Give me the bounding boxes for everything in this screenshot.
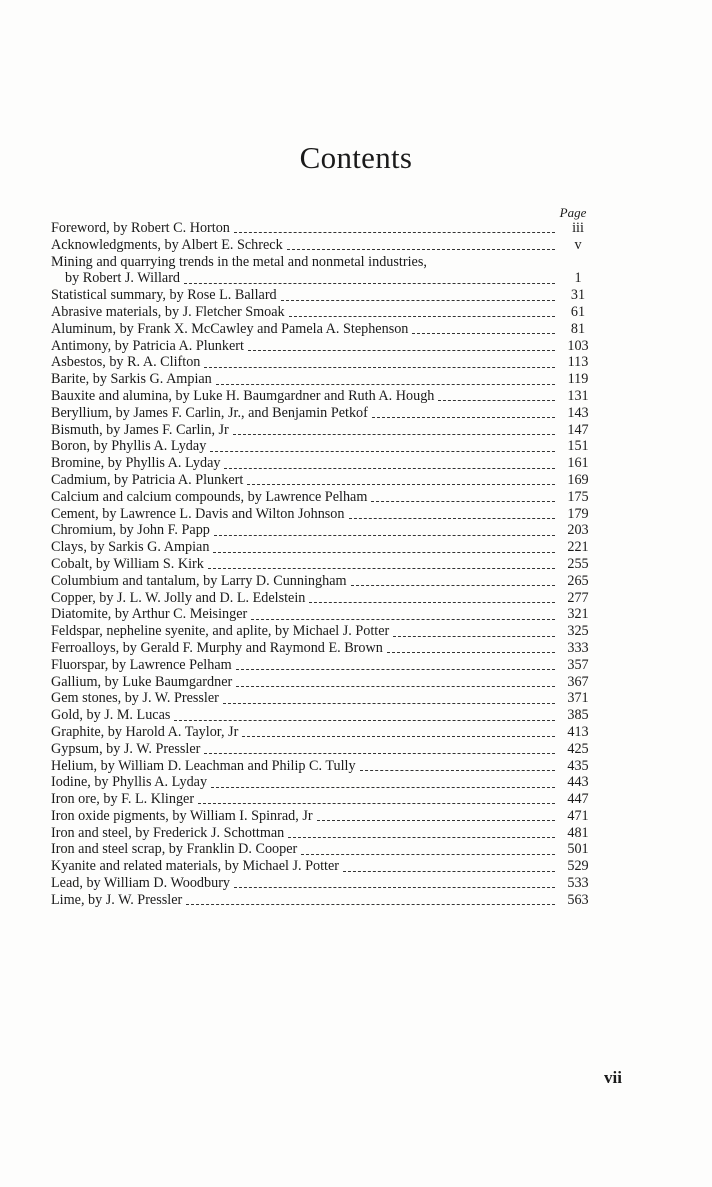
toc-entry[interactable] bbox=[51, 741, 593, 758]
toc-entry-page-number: iii bbox=[572, 220, 584, 236]
toc-entry-title: Iron oxide pigments, by William I. Spinrad, Jr bbox=[51, 807, 313, 824]
toc-entry-page-number: 371 bbox=[567, 690, 589, 707]
toc-entry[interactable] bbox=[51, 522, 593, 539]
toc-entry-title: Cement, by Lawrence L. Davis and Wilton Johnson bbox=[51, 505, 345, 522]
toc-entry[interactable] bbox=[51, 287, 593, 304]
toc-entry[interactable] bbox=[51, 774, 593, 791]
toc-entry-page-number: 277 bbox=[567, 589, 589, 606]
toc-entry[interactable] bbox=[51, 354, 593, 371]
toc-entry-page-number: 119 bbox=[567, 371, 589, 388]
dot-leader bbox=[174, 711, 555, 721]
toc-entry-page-number: 179 bbox=[567, 505, 589, 522]
page-column-header: Page bbox=[559, 205, 587, 220]
toc-entry[interactable] bbox=[51, 472, 593, 489]
toc-entry-title: Iron ore, by F. L. Klinger bbox=[51, 791, 195, 808]
dot-leader bbox=[186, 895, 555, 905]
toc-entry-title: Beryllium, by James F. Carlin, Jr., and Benjamin Petkof bbox=[51, 404, 368, 421]
toc-entry[interactable] bbox=[51, 338, 593, 355]
dot-leader bbox=[281, 291, 555, 301]
toc-entry-title: Chromium, by John F. Papp bbox=[51, 522, 210, 539]
toc-entry[interactable] bbox=[51, 640, 593, 657]
toc-entry-title: Diatomite, by Arthur C. Meisinger bbox=[51, 606, 248, 623]
toc-entry-page-number: 481 bbox=[567, 824, 589, 841]
toc-entry-title: Antimony, by Patricia A. Plunkert bbox=[51, 337, 244, 354]
toc-entry[interactable] bbox=[51, 674, 593, 691]
toc-entry-page-number: 563 bbox=[567, 891, 589, 908]
toc-entry[interactable] bbox=[51, 808, 593, 825]
toc-entry-title: Bromine, by Phyllis A. Lyday bbox=[51, 455, 221, 472]
dot-leader bbox=[204, 744, 555, 754]
toc-entry[interactable] bbox=[51, 438, 593, 455]
toc-entry[interactable] bbox=[51, 657, 593, 674]
toc-entry-page-number: 1 bbox=[574, 270, 582, 287]
toc-entry[interactable] bbox=[51, 892, 593, 909]
toc-entry-page-number: 203 bbox=[567, 522, 589, 539]
dot-leader bbox=[233, 425, 555, 435]
toc-entry-page-number: 265 bbox=[567, 572, 589, 589]
toc-entry-title: Copper, by J. L. W. Jolly and D. L. Edelstein bbox=[51, 589, 306, 606]
toc-entry-title: Abrasive materials, by J. Fletcher Smoak bbox=[51, 303, 285, 320]
toc-entry-page-number: 81 bbox=[570, 320, 586, 337]
toc-entry-page-number: v bbox=[574, 236, 582, 253]
toc-entry-title: by Robert J. Willard bbox=[65, 270, 181, 287]
toc-entry[interactable] bbox=[51, 724, 593, 741]
dot-leader bbox=[317, 811, 555, 821]
dot-leader bbox=[223, 694, 555, 704]
toc-entry-title: Fluorspar, by Lawrence Pelham bbox=[51, 656, 232, 673]
dot-leader bbox=[301, 845, 555, 855]
toc-entry[interactable] bbox=[51, 539, 593, 556]
toc-entry-page-number: 471 bbox=[567, 807, 589, 824]
toc-entry-title: Gypsum, by J. W. Pressler bbox=[51, 740, 201, 757]
toc-entry-title: Gold, by J. M. Lucas bbox=[51, 707, 171, 724]
toc-entry-page-number: 321 bbox=[567, 606, 589, 623]
dot-leader bbox=[184, 274, 555, 284]
toc-entry[interactable] bbox=[51, 506, 593, 523]
toc-entry[interactable] bbox=[51, 489, 593, 506]
dot-leader bbox=[349, 509, 556, 519]
toc-entry[interactable] bbox=[51, 371, 593, 388]
toc-entry-title: Cobalt, by William S. Kirk bbox=[51, 555, 204, 572]
dot-leader bbox=[412, 324, 555, 334]
toc-entry-title: Bauxite and alumina, by Luke H. Baumgardner and Ruth A. Hough bbox=[51, 387, 435, 404]
dot-leader bbox=[211, 778, 555, 788]
toc-entry-title: Clays, by Sarkis G. Ampian bbox=[51, 539, 210, 556]
toc-entry-page-number: 413 bbox=[567, 723, 589, 740]
dot-leader bbox=[248, 341, 555, 351]
dot-leader bbox=[234, 223, 555, 233]
dot-leader bbox=[371, 492, 555, 502]
toc-entry-page-number: 333 bbox=[567, 639, 589, 656]
toc-entry-title: Feldspar, nepheline syenite, and aplite, by Michael J. Potter bbox=[51, 623, 390, 640]
toc-entry-page-number: 151 bbox=[567, 438, 589, 455]
dot-leader bbox=[236, 660, 555, 670]
toc-entry-title: Ferroalloys, by Gerald F. Murphy and Raymond E. Brown bbox=[51, 639, 383, 656]
dot-leader bbox=[288, 828, 555, 838]
dot-leader bbox=[438, 391, 555, 401]
dot-leader bbox=[234, 878, 555, 888]
toc-entry-title: Columbium and tantalum, by Larry D. Cunningham bbox=[51, 572, 347, 589]
dot-leader bbox=[204, 358, 555, 368]
toc-entry-page-number: 425 bbox=[567, 740, 589, 757]
dot-leader bbox=[198, 794, 555, 804]
dot-leader bbox=[289, 307, 555, 317]
toc-entry-title: Iodine, by Phyllis A. Lyday bbox=[51, 774, 208, 791]
dot-leader bbox=[343, 862, 555, 872]
toc-entry-page-number: 61 bbox=[570, 303, 586, 320]
toc-entry[interactable] bbox=[51, 875, 593, 892]
dot-leader bbox=[372, 408, 555, 418]
toc-entry-title: Gem stones, by J. W. Pressler bbox=[51, 690, 219, 707]
toc-entry-title: Barite, by Sarkis G. Ampian bbox=[51, 371, 212, 388]
toc-entry-title: Lead, by William D. Woodbury bbox=[51, 875, 231, 892]
toc-entry[interactable] bbox=[51, 825, 593, 842]
toc-entry-page-number: 501 bbox=[567, 841, 589, 858]
dot-leader bbox=[242, 727, 555, 737]
toc-entry-title: Bismuth, by James F. Carlin, Jr bbox=[51, 421, 229, 438]
toc-entry[interactable] bbox=[51, 841, 593, 858]
toc-entry-page-number: 385 bbox=[567, 707, 589, 724]
toc-entry[interactable] bbox=[51, 707, 593, 724]
dot-leader bbox=[287, 240, 555, 250]
toc-entry[interactable] bbox=[51, 590, 593, 607]
toc-entry-page-number: 325 bbox=[567, 623, 589, 640]
toc-entry[interactable] bbox=[51, 606, 593, 623]
toc-entry-title: Kyanite and related materials, by Michael J. Potter bbox=[51, 858, 339, 875]
page-title: Contents bbox=[299, 140, 413, 175]
toc-entry[interactable] bbox=[51, 556, 593, 573]
dot-leader bbox=[224, 459, 555, 469]
toc-entry[interactable] bbox=[51, 623, 593, 640]
dot-leader bbox=[214, 526, 555, 536]
toc-entry-title: Mining and quarrying trends in the metal and nonmetal industries, bbox=[51, 253, 427, 270]
toc-entry-page-number: 169 bbox=[567, 471, 589, 488]
toc-entry[interactable] bbox=[51, 304, 593, 321]
toc-entry-page-number: 443 bbox=[567, 774, 589, 791]
toc-entry-page-number: 147 bbox=[567, 421, 589, 438]
toc-entry-page-number: 447 bbox=[567, 791, 589, 808]
toc-entry-title: Gallium, by Luke Baumgardner bbox=[51, 673, 233, 690]
toc-entry-title: Foreword, by Robert C. Horton bbox=[51, 220, 230, 236]
toc-entry-title: Iron and steel scrap, by Franklin D. Cooper bbox=[51, 841, 298, 858]
toc-entry[interactable] bbox=[51, 422, 593, 439]
toc-entry-page-number: 529 bbox=[567, 858, 589, 875]
toc-entry[interactable] bbox=[51, 791, 593, 808]
toc-entry-page-number: 143 bbox=[567, 404, 589, 421]
table-of-contents bbox=[51, 220, 593, 909]
toc-entry[interactable] bbox=[51, 237, 593, 254]
toc-entry-page-number: 357 bbox=[567, 656, 589, 673]
toc-entry-title: Asbestos, by R. A. Clifton bbox=[51, 354, 201, 371]
toc-entry[interactable] bbox=[51, 858, 593, 875]
toc-entry[interactable] bbox=[51, 388, 593, 405]
toc-entry-page-number: 367 bbox=[567, 673, 589, 690]
toc-entry[interactable] bbox=[51, 405, 593, 422]
dot-leader bbox=[360, 761, 555, 771]
toc-entry-page-number: 221 bbox=[567, 539, 589, 556]
toc-entry-title: Graphite, by Harold A. Taylor, Jr bbox=[51, 723, 239, 740]
toc-entry-title: Helium, by William D. Leachman and Philip C. Tully bbox=[51, 757, 356, 774]
toc-entry[interactable] bbox=[51, 220, 593, 237]
toc-entry-title: Boron, by Phyllis A. Lyday bbox=[51, 438, 207, 455]
toc-entry-title: Acknowledgments, by Albert E. Schreck bbox=[51, 236, 283, 253]
toc-entry-page-number: 103 bbox=[567, 337, 589, 354]
dot-leader bbox=[251, 610, 555, 620]
toc-entry-page-number: 175 bbox=[567, 488, 589, 505]
toc-entry-page-number: 435 bbox=[567, 757, 589, 774]
dot-leader bbox=[247, 475, 555, 485]
toc-entry-page-number: 161 bbox=[567, 455, 589, 472]
toc-entry-title: Statistical summary, by Rose L. Ballard bbox=[51, 287, 277, 304]
toc-entry-title: Cadmium, by Patricia A. Plunkert bbox=[51, 471, 244, 488]
dot-leader bbox=[236, 677, 555, 687]
toc-entry-title: Aluminum, by Frank X. McCawley and Pamela A. Stephenson bbox=[51, 320, 409, 337]
dot-leader bbox=[309, 593, 555, 603]
toc-entry-page-number: 113 bbox=[567, 354, 589, 371]
toc-entry[interactable] bbox=[51, 270, 593, 287]
dot-leader bbox=[216, 375, 555, 385]
dot-leader bbox=[387, 643, 555, 653]
page-number-folio: vii bbox=[604, 1068, 622, 1087]
toc-entry-title: Calcium and calcium compounds, by Lawrence Pelham bbox=[51, 488, 368, 505]
toc-entry-title: Iron and steel, by Frederick J. Schottman bbox=[51, 824, 285, 841]
toc-entry-page-number: 533 bbox=[567, 875, 589, 892]
toc-entry-page-number: 255 bbox=[567, 555, 589, 572]
toc-entry[interactable] bbox=[51, 573, 593, 590]
toc-entry[interactable] bbox=[51, 455, 593, 472]
toc-entry[interactable] bbox=[51, 321, 593, 338]
toc-entry[interactable] bbox=[51, 254, 593, 271]
toc-entry-page-number: 131 bbox=[567, 387, 589, 404]
toc-entry-title: Lime, by J. W. Pressler bbox=[51, 891, 183, 908]
toc-entry-page-number: 31 bbox=[570, 287, 586, 304]
dot-leader bbox=[208, 559, 555, 569]
toc-entry[interactable] bbox=[51, 758, 593, 775]
toc-entry[interactable] bbox=[51, 690, 593, 707]
dot-leader bbox=[213, 543, 555, 553]
dot-leader bbox=[393, 627, 555, 637]
dot-leader bbox=[210, 442, 555, 452]
dot-leader bbox=[351, 576, 555, 586]
